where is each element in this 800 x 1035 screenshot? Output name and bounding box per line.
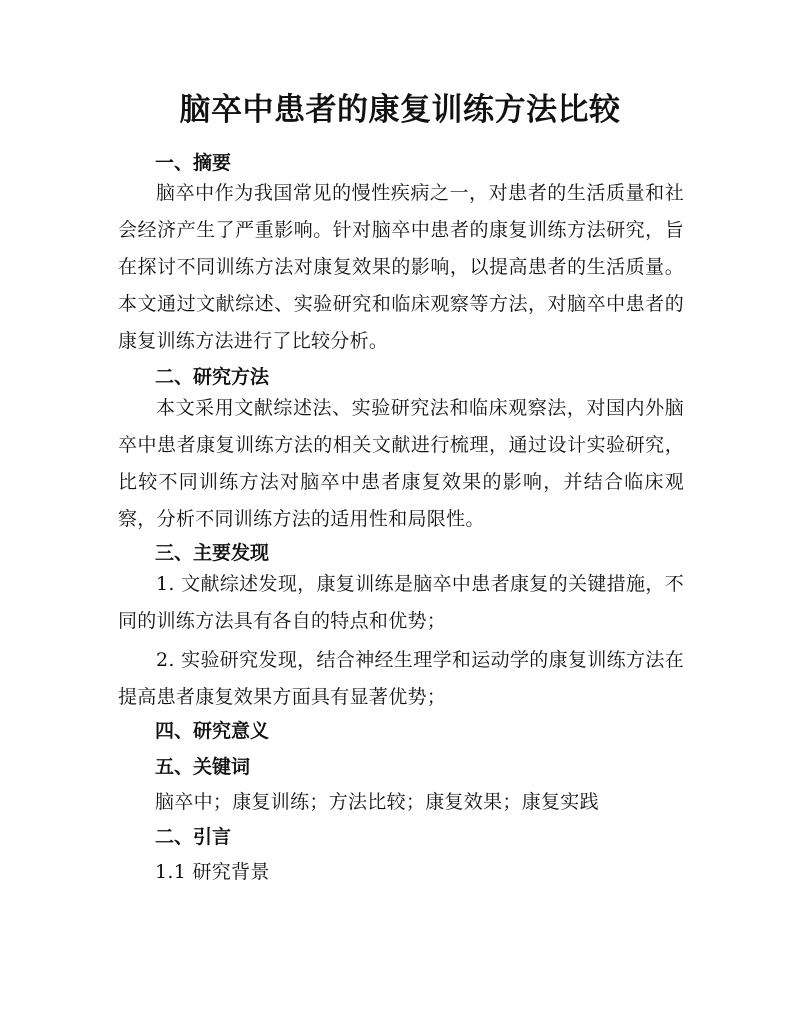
methods-paragraph: 本文采用文献综述法、实验研究法和临床观察法，对国内外脑卒中患者康复训练方法的相关文献进行梳理，通过设计实验研究，比较不同训练方法对脑卒中患者康复效果的影响，并结合临床观察，分析不同训练方法的适用性和局限性。 bbox=[118, 397, 684, 530]
findings-heading: 三、主要发现 bbox=[155, 542, 270, 564]
abstract-paragraph: 脑卒中作为我国常见的慢性疾病之一，对患者的生活质量和社会经济产生了严重影响。针对脑卒中患者的康复训练方法研究，旨在探讨不同训练方法对康复效果的影响，以提高患者的生活质量。本文通过文献综述、实验研究和临床观察等方法，对脑卒中患者的康复训练方法进行了比较分析。 bbox=[118, 182, 684, 352]
significance-heading: 四、研究意义 bbox=[155, 720, 270, 742]
introduction-subheading: 1.1 研究背景 bbox=[155, 861, 270, 883]
methods-heading: 二、研究方法 bbox=[155, 366, 270, 388]
keywords-text: 脑卒中；康复训练；方法比较；康复效果；康复实践 bbox=[155, 791, 599, 813]
document-title: 脑卒中患者的康复训练方法比较 bbox=[179, 92, 621, 128]
findings-item-1: 1. 文献综述发现，康复训练是脑卒中患者康复的关键措施，不同的训练方法具有各自的特点和优势； bbox=[118, 573, 684, 632]
abstract-heading: 一、摘要 bbox=[155, 152, 232, 174]
findings-item-2: 2. 实验研究发现，结合神经生理学和运动学的康复训练方法在提高患者康复效果方面具有显著优势； bbox=[118, 649, 684, 708]
introduction-heading: 二、引言 bbox=[155, 826, 232, 848]
keywords-heading: 五、关键词 bbox=[155, 756, 251, 778]
